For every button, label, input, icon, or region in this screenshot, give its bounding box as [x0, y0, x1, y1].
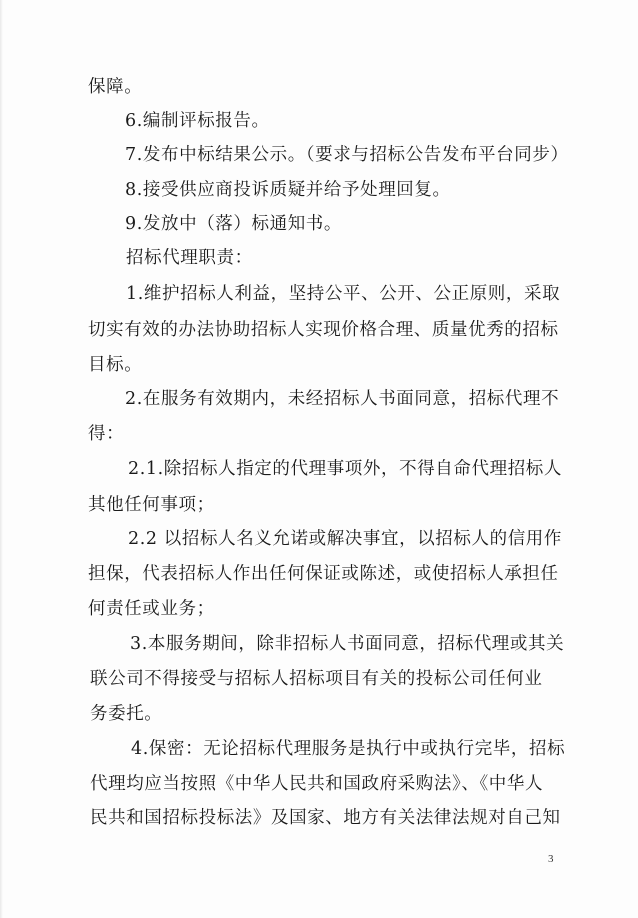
text-line: 2.1.除招标人指定的代理事项外，不得自命代理招标人: [128, 459, 562, 479]
text-line: 代理均应当按照《中华人民共和国政府采购法》、《中华人: [90, 774, 544, 794]
scan-edge: [0, 0, 3, 918]
text-line: 切实有效的办法协助招标人实现价格合理、质量优秀的招标: [88, 320, 559, 340]
text-line: 8.接受供应商投诉质疑并给予处理回复。: [125, 180, 451, 200]
text-line: 担保，代表招标人作出任何保证或陈述，或使招标人承担任: [88, 564, 559, 584]
text-line: 3.本服务期间，除非招标人书面同意，招标代理或其关: [130, 634, 565, 654]
text-line: 9.发放中（落）标通知书。: [125, 214, 342, 234]
text-line: 4.保密：无论招标代理服务是执行中或执行完毕，招标: [131, 739, 566, 759]
section-heading: 招标代理职责：: [126, 248, 253, 268]
text-line: 联公司不得接受与招标人招标项目有关的投标公司任何业: [90, 669, 543, 689]
text-line: 2.2 以招标人名义允诺或解决事宜，以招标人的信用作: [128, 529, 562, 549]
text-line: 7.发布中标结果公示。（要求与招标公告发布平台同步）: [125, 145, 569, 165]
text-line: 得：: [88, 424, 125, 444]
text-line: 2.在服务有效期内，未经招标人书面同意，招标代理不: [125, 389, 560, 409]
text-line: 何责任或业务；: [88, 599, 215, 619]
text-line: 6.编制评标报告。: [125, 111, 270, 131]
text-line: 务委托。: [90, 704, 163, 724]
text-line: 1.维护招标人利益，坚持公平、公开、公正原则，采取: [126, 284, 561, 304]
text-line: 其他任何事项；: [88, 495, 215, 515]
text-line: 保障。: [88, 77, 143, 97]
text-line: 目标。: [88, 355, 143, 375]
text-line: 民共和国招标投标法》及国家、地方有关法律法规对自己知: [90, 808, 561, 828]
page-number: 3: [548, 853, 554, 865]
